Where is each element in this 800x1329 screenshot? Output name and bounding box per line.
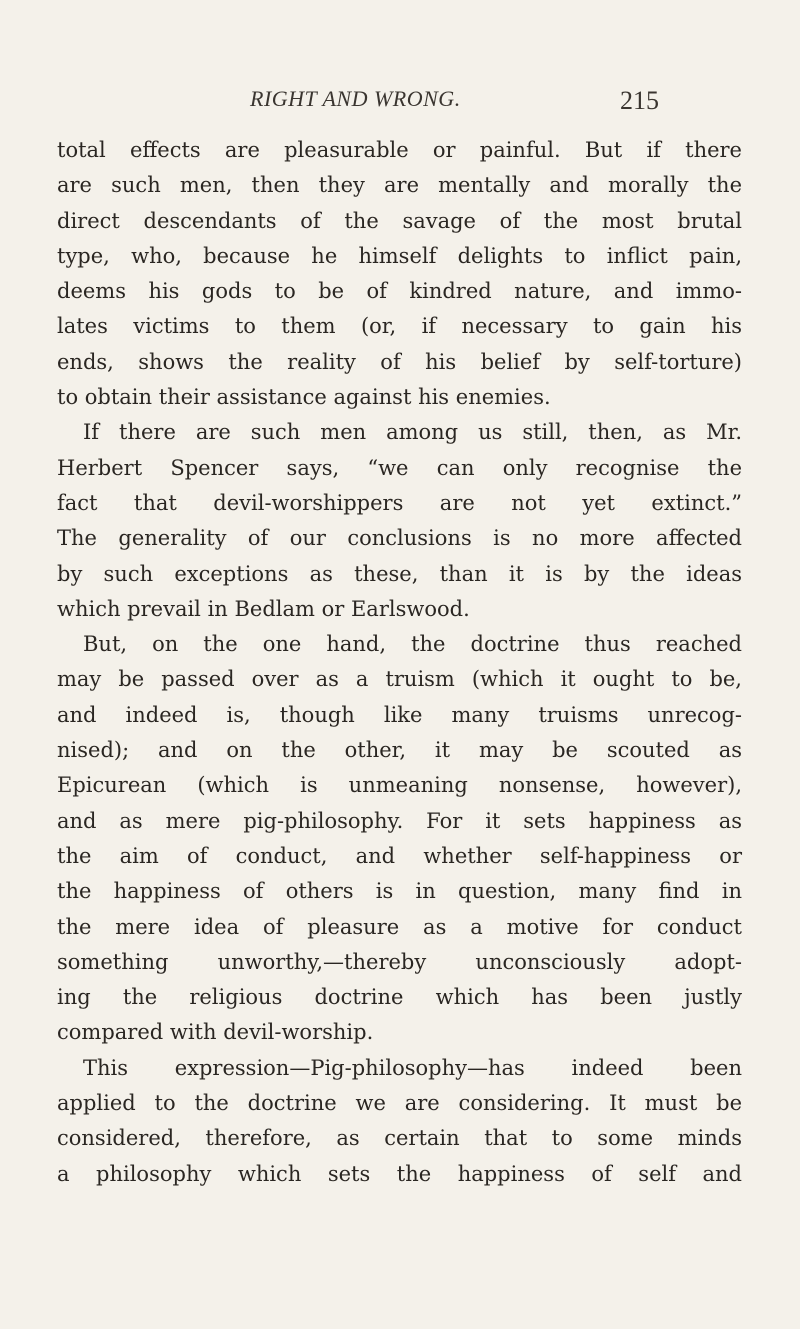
text-line: to obtain their assistance against his enemies. xyxy=(57,385,551,410)
text-line: total effects are pleasurable or painful. But if there xyxy=(57,138,742,162)
text-line: direct descendants of the savage of the most brutal xyxy=(57,208,742,233)
text-line: nised); and on the other, it may be scouted as xyxy=(57,738,742,763)
text-line: the aim of conduct, and whether self-happiness or xyxy=(57,843,742,868)
paragraph xyxy=(57,415,742,627)
text-line: Herbert Spencer says, “we can only recognise the xyxy=(57,455,742,480)
text-line: ends, shows the reality of his belief by self-torture) xyxy=(57,349,742,374)
text-line: Epicurean (which is unmeaning nonsense, however), xyxy=(57,773,742,798)
running-head: RIGHT AND WRONG. xyxy=(250,86,461,111)
text-line: fact that devil-worshippers are not yet extinct.” xyxy=(57,490,742,515)
text-line: applied to the doctrine we are considering. It must be xyxy=(57,1091,742,1116)
body-text xyxy=(57,133,742,1192)
text-line: the happiness of others is in question, many find in xyxy=(57,879,742,904)
text-line: considered, therefore, as certain that to some minds xyxy=(57,1126,742,1151)
text-line: If there are such men among us still, then, as Mr. xyxy=(83,420,742,445)
text-line: and as mere pig-philosophy. For it sets happiness as xyxy=(57,808,742,833)
paragraph xyxy=(57,133,742,415)
text-line: by such exceptions as these, than it is by the ideas xyxy=(57,561,742,586)
text-line: may be passed over as a truism (which it ought to be, xyxy=(57,667,742,692)
text-line: a philosophy which sets the happiness of self and xyxy=(57,1161,742,1186)
text-line: type, who, because he himself delights to inflict pain, xyxy=(57,243,742,268)
text-line: compared with devil-worship. xyxy=(57,1020,374,1045)
text-line: The generality of our conclusions is no more affected xyxy=(57,526,742,551)
page-number: 215 xyxy=(620,86,659,115)
text-line: But, on the one hand, the doctrine thus reached xyxy=(83,632,742,657)
text-line: which prevail in Bedlam or Earlswood. xyxy=(57,596,470,621)
text-line: something unworthy,—thereby unconsciously adopt- xyxy=(57,949,742,974)
text-line: the mere idea of pleasure as a motive for conduct xyxy=(57,914,742,939)
paragraph xyxy=(57,627,742,1051)
paragraph xyxy=(57,1051,742,1192)
text-line: This expression—Pig-philosophy—has indeed been xyxy=(83,1055,742,1080)
text-line: and indeed is, though like many truisms unrecog- xyxy=(57,702,742,727)
text-line: are such men, then they are mentally and morally the xyxy=(57,173,742,198)
text-line: ing the religious doctrine which has been justly xyxy=(57,985,742,1010)
text-line: lates victims to them (or, if necessary to gain his xyxy=(57,314,742,339)
text-line: deems his gods to be of kindred nature, and immo- xyxy=(57,279,742,304)
